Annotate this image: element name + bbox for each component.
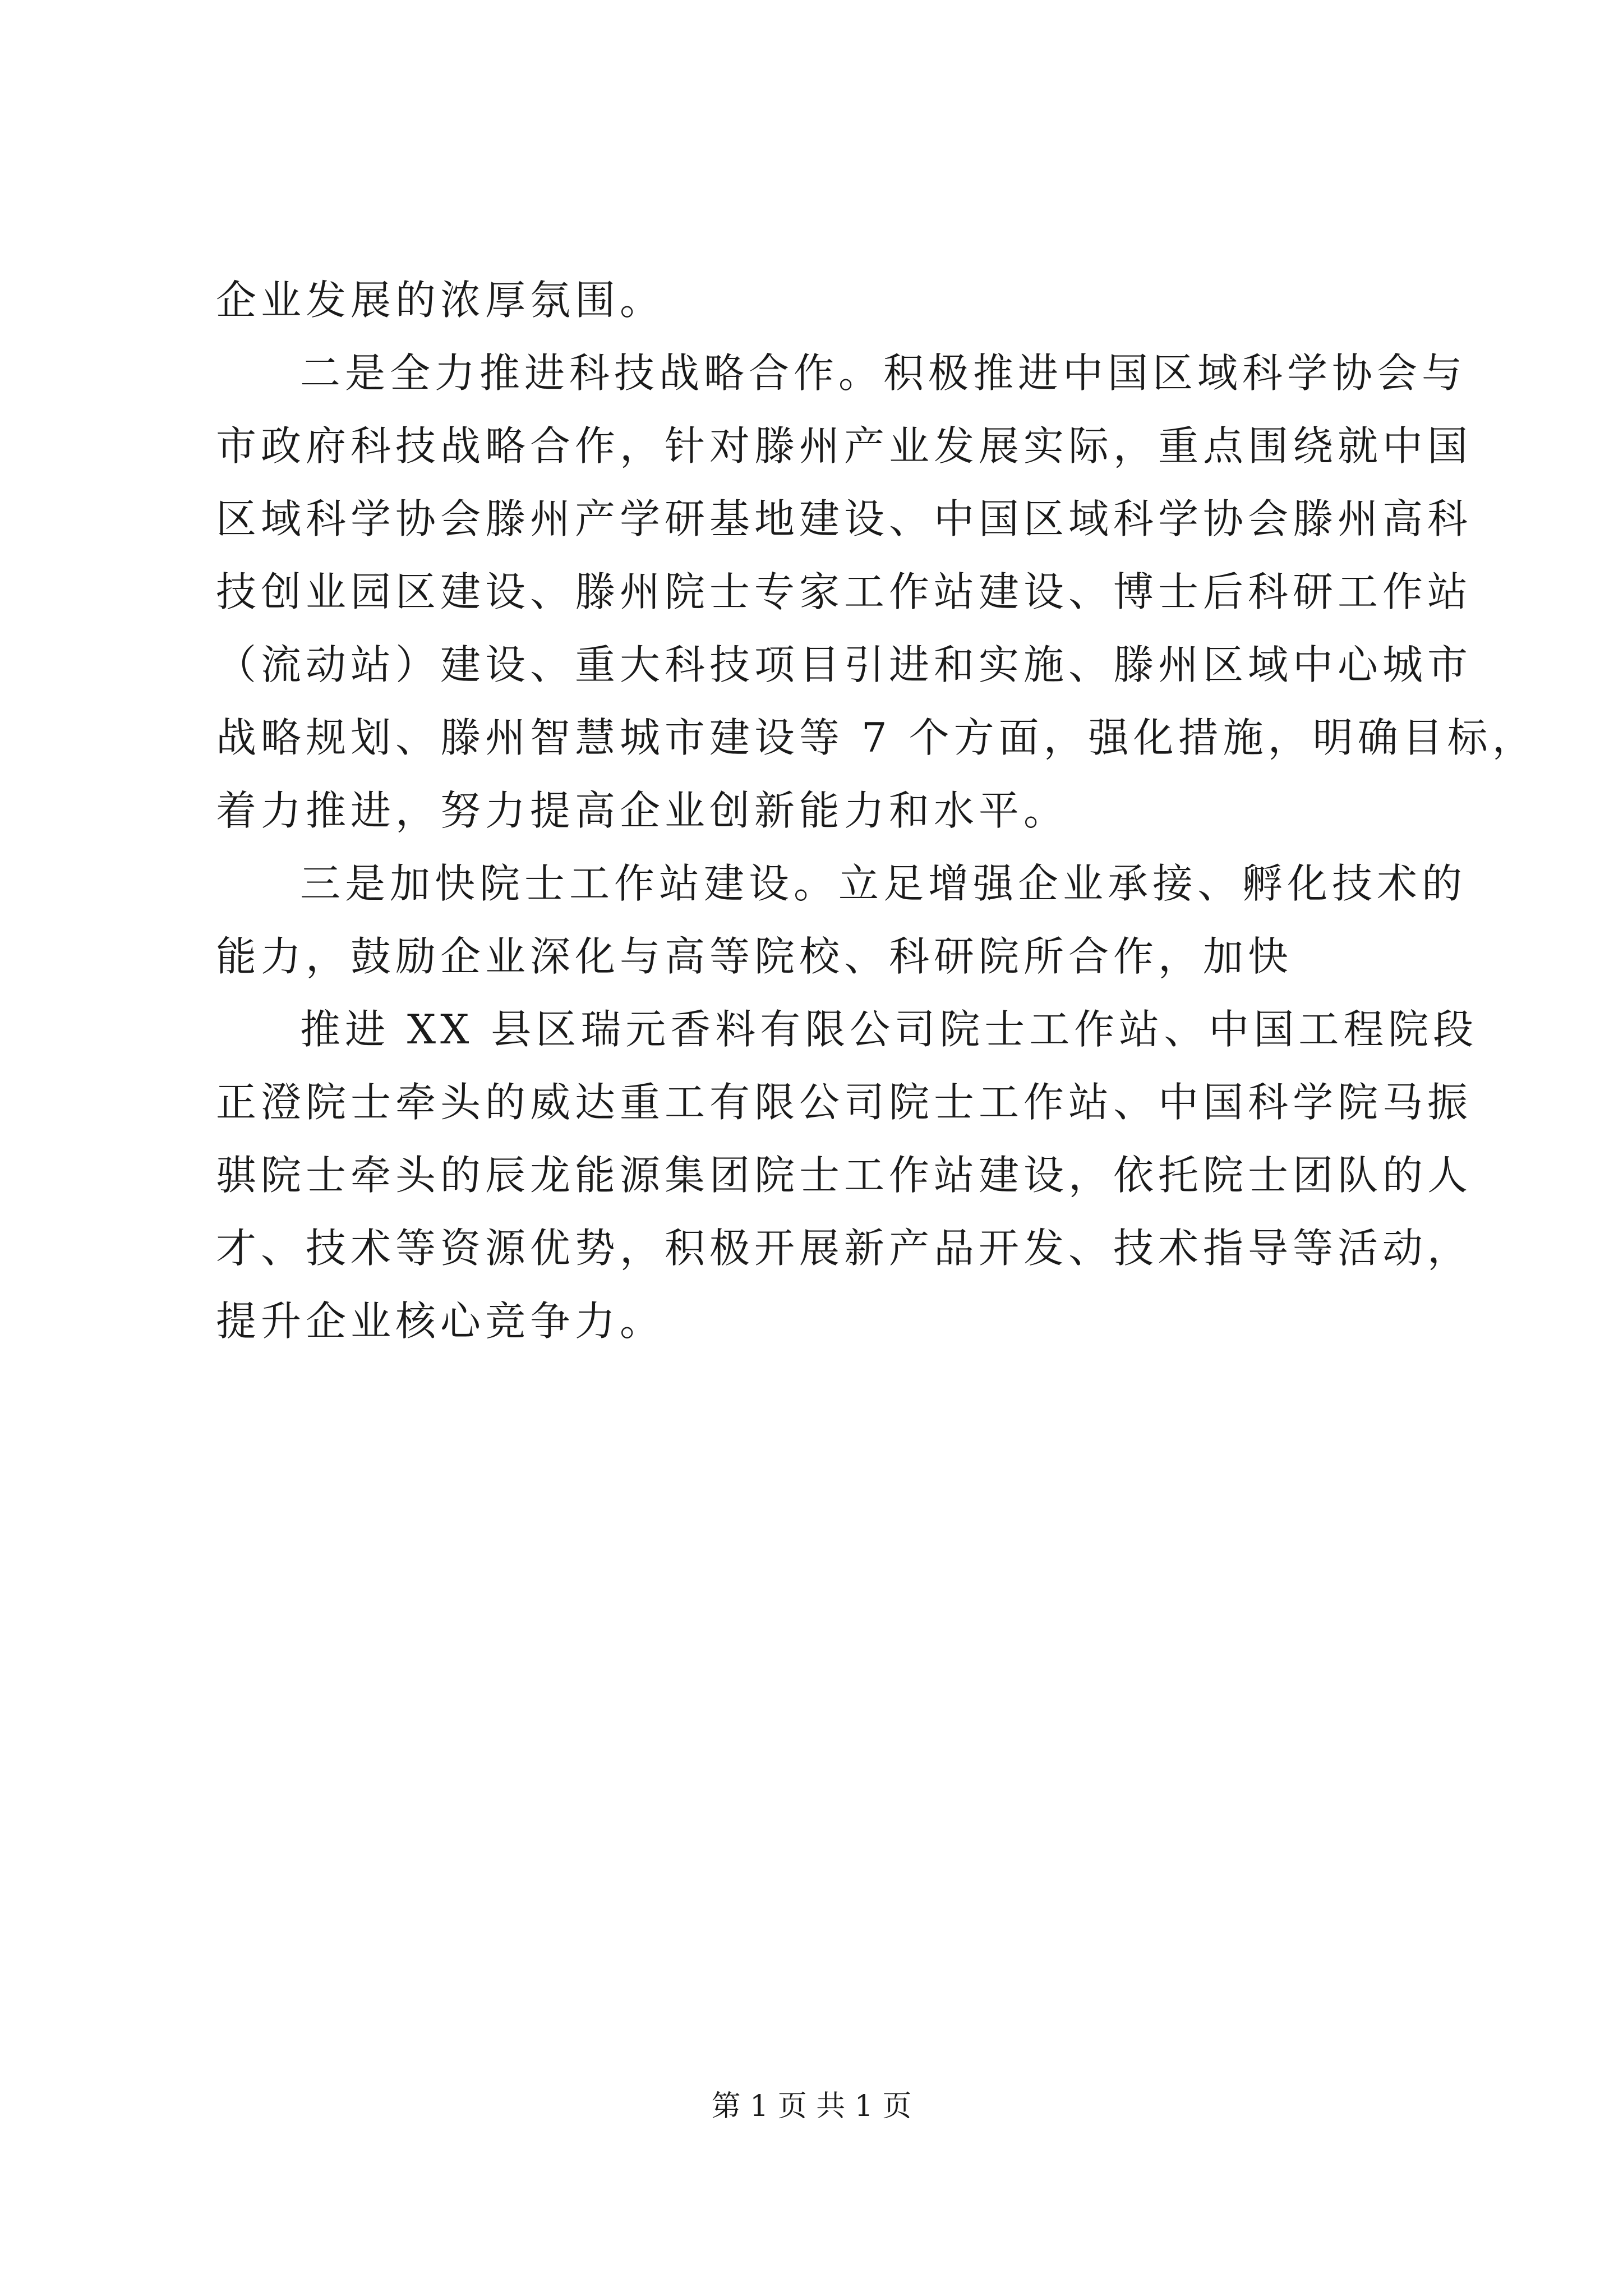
text-line: 企业发展的浓厚氛围。 xyxy=(216,277,665,324)
page-number-footer: 第 1 页 共 1 页 xyxy=(711,2090,912,2123)
text-line: 着力推进，努力提高企业创新能力和水平。 xyxy=(216,787,1069,834)
text-line: 市政府科技战略合作，针对滕州产业发展实际，重点围绕就中国 xyxy=(216,422,1473,470)
text-line: 正澄院士牵头的威达重工有限公司院士工作站、中国科学院马振 xyxy=(216,1079,1473,1126)
text-line: 提升企业核心竞争力。 xyxy=(216,1297,665,1345)
text-line: 能力，鼓励企业深化与高等院校、科研院所合作，加快 xyxy=(216,933,1293,980)
text-line: 三是加快院士工作站建设。立足增强企业承接、孵化技术的 xyxy=(300,860,1467,907)
document-body xyxy=(216,264,1537,1358)
text-line: （流动站）建设、重大科技项目引进和实施、滕州区域中心城市 xyxy=(216,641,1473,688)
text-line: 推进 XX 县区瑞元香料有限公司院士工作站、中国工程院段 xyxy=(300,1006,1478,1053)
text-line: 战略规划、滕州智慧城市建设等 7 个方面，强化措施，明确目标， xyxy=(216,714,1537,761)
text-line: 二是全力推进科技战略合作。积极推进中国区域科学协会与 xyxy=(300,349,1467,397)
text-line: 区域科学协会滕州产学研基地建设、中国区域科学协会滕州高科 xyxy=(216,495,1473,542)
text-line: 技创业园区建设、滕州院士专家工作站建设、博士后科研工作站 xyxy=(216,568,1473,615)
text-line: 才、技术等资源优势，积极开展新产品开发、技术指导等活动， xyxy=(216,1225,1473,1272)
text-line: 骐院士牵头的辰龙能源集团院士工作站建设，依托院士团队的人 xyxy=(216,1152,1473,1199)
